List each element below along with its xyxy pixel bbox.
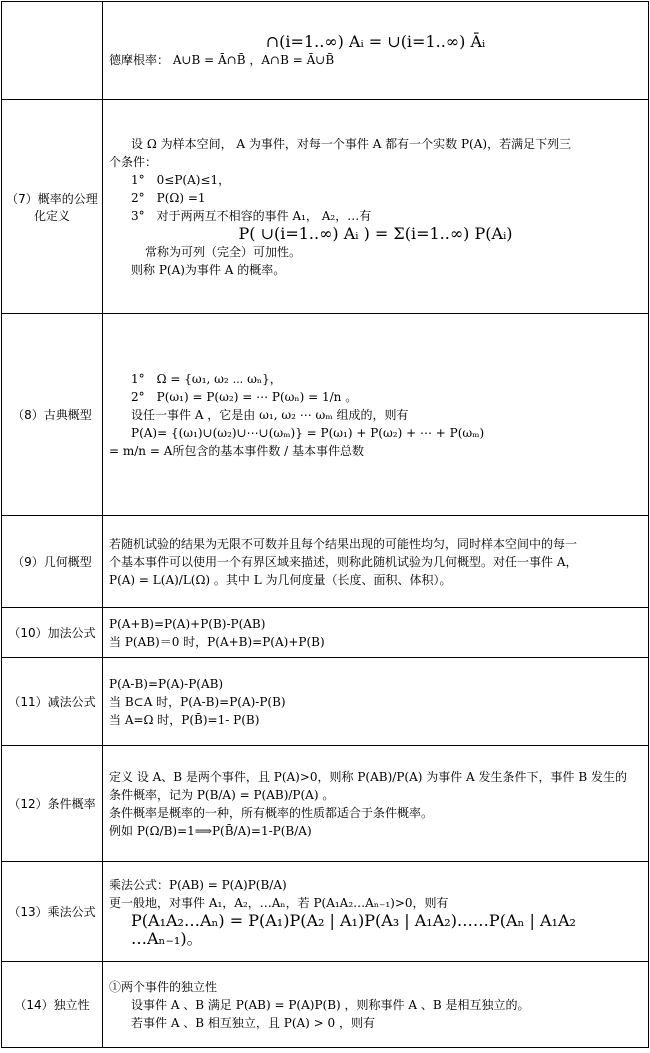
row-label: （14）独立性 — [2, 962, 103, 1048]
content-line: 设任一事件 A ，它是由 ω₁, ω₂ ⋯ ωₘ 组成的，则有 — [131, 407, 409, 422]
row-content — [103, 862, 649, 962]
row-content — [103, 314, 649, 516]
content-line: 设 Ω 为样本空间， A 为事件，对每一个事件 A 都有一个实数 P(A)，若满足下列三 — [131, 136, 572, 151]
content-line: 1° Ω = {ω₁, ω₂ ⋯ ωₙ}， — [131, 371, 282, 386]
content-line: 更一般地，对事件 A₁，A₂，…Aₙ，若 P(A₁A₂…Aₙ₋₁)>0，则有 — [109, 895, 449, 910]
content-line: 若事件 A 、B 相互独立，且 P(A) > 0 ，则有 — [131, 1015, 375, 1030]
content-line: 当 A=Ω 时，P(B̄)=1- P(B) — [109, 712, 260, 727]
content-line: 若随机试验的结果为无限不可数并且每个结果出现的可能性均匀，同时样本空间中的每一 — [109, 536, 578, 551]
formula-row — [2, 608, 649, 658]
formula-row — [2, 962, 649, 1048]
content-line: 德摩根率： A∪B = Ā∩B̄ ，A∩B = Ā∪B̄ — [109, 52, 335, 67]
row-label — [2, 2, 103, 100]
content-line: 2° P(ω₁) = P(ω₂) = ⋯ P(ωₙ) = 1/n 。 — [131, 389, 358, 404]
content-line: P(A+B)=P(A)+P(B)-P(AB) — [109, 616, 266, 631]
formula-table — [1, 1, 649, 1048]
content-line: 当 B⊂A 时，P(A-B)=P(A)-P(B) — [109, 694, 286, 709]
content-line: …Aₙ₋₁)。 — [131, 928, 203, 948]
row-content — [103, 658, 649, 746]
row-label: （7）概率的公理化定义 — [2, 100, 103, 314]
formula-row — [2, 2, 649, 100]
formula-row — [2, 100, 649, 314]
content-line: 个条件： — [109, 154, 158, 169]
row-label: （12）条件概率 — [2, 746, 103, 862]
formula-row — [2, 658, 649, 746]
row-label: （8）古典概型 — [2, 314, 103, 516]
content-line: P(A) = L(A)/L(Ω) 。其中 L 为几何度量（长度、面积、体积）。 — [109, 572, 452, 587]
formula-row — [2, 516, 649, 608]
formula-table-body — [2, 2, 649, 1048]
content-line: P(A-B)=P(A)-P(AB) — [109, 676, 224, 691]
row-content — [103, 2, 649, 100]
row-content — [103, 100, 649, 314]
content-line: 则称 P(A)为事件 A 的概率。 — [131, 262, 286, 277]
row-label: （9）几何概型 — [2, 516, 103, 608]
content-line: 条件概率是概率的一种，所有概率的性质都适合于条件概率。 — [109, 805, 434, 820]
row-label: （11）减法公式 — [2, 658, 103, 746]
content-line: 个基本事件可以使用一个有界区域来描述，则称此随机试验为几何概型。对任一事件 A， — [109, 554, 578, 569]
row-content — [103, 516, 649, 608]
content-line: 1° 0≤P(A)≤1， — [131, 172, 231, 187]
content-line: P(A)= {(ω₁)∪(ω₂)∪⋯∪(ωₘ)} = P(ω₁) + P(ω₂) + ⋯ + P(ωₘ) — [131, 425, 485, 440]
content-line: 条件概率，记为 P(B/A) = P(AB)/P(A) 。 — [109, 787, 335, 802]
row-content — [103, 746, 649, 862]
content-line: 3° 对于两两互不相容的事件 A₁， A₂，…有 — [131, 208, 372, 223]
content-line: 定义 设 A、B 是两个事件，且 P(A)>0，则称 P(AB)/P(A) 为事件 A 发生条件下，事件 B 发生的 — [109, 769, 627, 784]
formula-row — [2, 314, 649, 516]
row-label: （10）加法公式 — [2, 608, 103, 658]
formula-row — [2, 862, 649, 962]
content-line: 当 P(AB)＝0 时，P(A+B)=P(A)+P(B) — [109, 634, 325, 649]
content-line: 乘法公式：P(AB) = P(A)P(B/A) — [109, 877, 287, 892]
row-label: （13）乘法公式 — [2, 862, 103, 962]
content-line: 例如 P(Ω/B)=1⟹P(B̄/A)=1-P(B/A) — [109, 823, 312, 838]
row-content — [103, 962, 649, 1048]
content-line: P(A₁A₂…Aₙ) = P(A₁)P(A₂ | A₁)P(A₃ | A₁A₂)……P(Aₙ | A₁A₂ — [131, 910, 576, 930]
content-line: 2° P(Ω) =1 — [131, 190, 206, 205]
content-line: 设事件 A 、B 满足 P(AB) = P(A)P(B) ，则称事件 A 、B 是相互独立的。 — [131, 997, 530, 1012]
content-line: ①两个事件的独立性 — [109, 979, 218, 994]
content-line: ∩(i=1..∞) Aᵢ = ∪(i=1..∞) Āᵢ — [265, 31, 486, 51]
content-line: = m/n = A所包含的基本事件数 / 基本事件总数 — [109, 443, 365, 458]
formula-row — [2, 746, 649, 862]
row-content — [103, 608, 649, 658]
content-line: P( ∪(i=1..∞) Aᵢ ) = Σ(i=1..∞) P(Aᵢ) — [238, 223, 513, 243]
content-line: 常称为可列（完全）可加性。 — [145, 244, 302, 259]
